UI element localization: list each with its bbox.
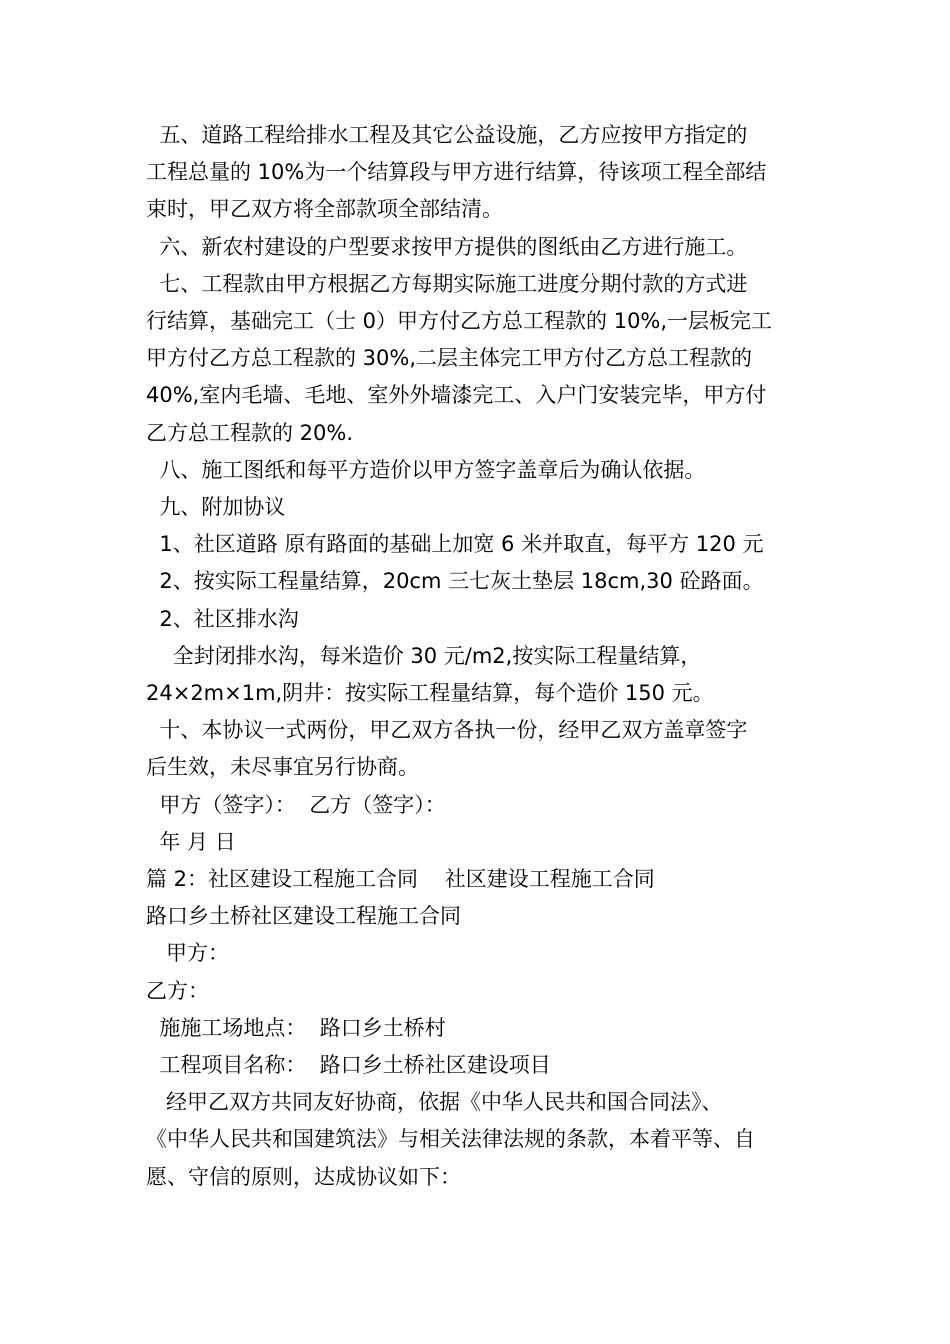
paragraph-line: 十、本协议一式两份，甲乙双方各执一份，经甲乙双方盖章签字	[146, 718, 748, 742]
paragraph-line: 愿、守信的原则，达成协议如下：	[146, 1165, 461, 1189]
party-b-line: 乙方：	[146, 979, 209, 1003]
paragraph-line: 24×2m×1m,阴井：按实际工程量结算，每个造价 150 元。	[146, 681, 714, 705]
paragraph-line: 甲方付乙方总工程款的 30%,二层主体完工甲方付乙方总工程款的	[146, 346, 753, 370]
paragraph-line: 六、新农村建设的户型要求按甲方提供的图纸由乙方进行施工。	[146, 235, 748, 259]
paragraph-line: 行结算，基础完工（士 0）甲方付乙方总工程款的 10%,一层板完工	[146, 309, 773, 333]
party-a-line: 甲方：	[146, 941, 230, 965]
paragraph-line: 乙方总工程款的 20%.	[146, 421, 354, 445]
paragraph-line: 五、道路工程给排水工程及其它公益设施，乙方应按甲方指定的	[146, 123, 748, 147]
paragraph-line: 40%,室内毛墙、毛地、室外外墙漆完工、入户门安装完毕，甲方付	[146, 383, 767, 407]
paragraph-line: 八、施工图纸和每平方造价以甲方签字盖章后为确认依据。	[146, 458, 706, 482]
paragraph-line: 后生效，未尽事宜另行协商。	[146, 755, 419, 779]
paragraph-line: 七、工程款由甲方根据乙方每期实际施工进度分期付款的方式进	[146, 272, 748, 296]
section-heading: 篇 2：社区建设工程施工合同 社区建设工程施工合同	[146, 867, 655, 891]
paragraph-line: 2、社区排水沟	[146, 607, 299, 631]
paragraph-line: 束时，甲乙双方将全部款项全部结清。	[146, 197, 503, 221]
paragraph-line: 《中华人民共和国建筑法》与相关法律法规的条款，本着平等、自	[146, 1127, 755, 1151]
paragraph-line: 年 月 日	[146, 830, 236, 854]
paragraph-line: 1、社区道路 原有路面的基础上加宽 6 米并取直，每平方 120 元	[146, 532, 764, 556]
contract-title: 路口乡土桥社区建设工程施工合同	[146, 904, 461, 928]
paragraph-line: 2、按实际工程量结算，20cm 三七灰土垫层 18cm,30 砼路面。	[146, 569, 764, 593]
paragraph-line: 经甲乙双方共同友好协商，依据《中华人民共和国合同法》、	[146, 1090, 723, 1114]
paragraph-line: 九、附加协议	[146, 495, 286, 519]
site-location-line: 施施工场地点： 路口乡土桥村	[146, 1016, 446, 1040]
project-name-line: 工程项目名称： 路口乡土桥社区建设项目	[146, 1053, 551, 1077]
paragraph-line: 全封闭排水沟，每米造价 30 元/m2,按实际工程量结算，	[146, 644, 702, 668]
paragraph-line: 工程总量的 10%为一个结算段与甲方进行结算，待该项工程全部结	[146, 160, 767, 184]
paragraph-line: 甲方（签字）： 乙方（签字）：	[146, 793, 446, 817]
